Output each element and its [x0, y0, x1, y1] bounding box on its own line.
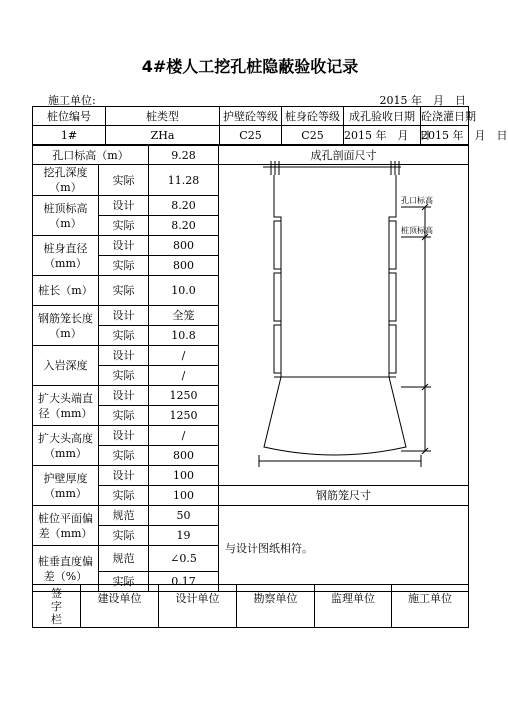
bell-diameter-label: 扩大头端直径（mm） — [33, 386, 99, 426]
diameter-v1: 800 — [149, 236, 219, 256]
bell-diameter-v2: 1250 — [149, 406, 219, 426]
bell-diameter-sub1: 设计 — [99, 386, 149, 406]
bell-diameter-v1: 1250 — [149, 386, 219, 406]
col-body-grade: 桩身砼等级 — [282, 107, 344, 126]
bell-diameter-sub2: 实际 — [99, 406, 149, 426]
plane-deviation-label: 桩位平面偏差（mm） — [33, 506, 99, 546]
record-table — [32, 145, 469, 592]
plane-deviation-v1: 50 — [149, 506, 219, 526]
wall-thickness-v2: 100 — [149, 486, 219, 506]
rock-depth-label: 入岩深度 — [33, 346, 99, 386]
construction-unit-label: 施工单位: — [48, 94, 96, 107]
vertical-deviation-sub2: 实际 — [99, 572, 149, 592]
val-pile-no: 1# — [33, 126, 106, 145]
pile-profile-diagram — [219, 165, 469, 476]
diameter-label: 桩身直径（mm） — [33, 236, 99, 276]
bell-height-v1: / — [149, 426, 219, 446]
rock-depth-sub1: 设计 — [99, 346, 149, 366]
wall-thickness-sub1: 设计 — [99, 466, 149, 486]
sign-owner: 建设单位 — [81, 585, 159, 628]
cage-length-sub1: 设计 — [99, 306, 149, 326]
plane-deviation-sub1: 规范 — [99, 506, 149, 526]
vertical-deviation-v2: 0.17 — [149, 572, 219, 592]
val-accept-date: 2015 年 月 日 — [344, 126, 421, 145]
vertical-deviation-sub1: 规范 — [99, 546, 149, 572]
col-pile-type: 桩类型 — [106, 107, 220, 126]
cage-section-title: 钢筋笼尺寸 — [219, 486, 469, 506]
wall-left-rings — [274, 175, 281, 377]
sign-designer: 设计单位 — [159, 585, 237, 628]
dig-depth-label: 挖孔深度（m） — [33, 165, 99, 196]
rock-depth-sub2: 实际 — [99, 366, 149, 386]
cage-length-label: 钢筋笼长度（m） — [33, 306, 99, 346]
length-label: 桩长（m） — [33, 276, 99, 306]
cage-length-v1: 全笼 — [149, 306, 219, 326]
wall-thickness-label: 护壁厚度（mm） — [33, 466, 99, 506]
sign-surveyor: 勘察单位 — [237, 585, 315, 628]
sign-contractor: 施工单位 — [392, 585, 469, 628]
top-elev-label: 桩顶标高（m） — [33, 196, 99, 236]
profile-section-title: 成孔剖面尺寸 — [219, 146, 469, 165]
plane-deviation-v2: 19 — [149, 526, 219, 546]
bell-height-sub1: 设计 — [99, 426, 149, 446]
top-elev-v2: 8.20 — [149, 216, 219, 236]
bell-height-label: 扩大头高度（mm） — [33, 426, 99, 466]
hole-elev-value: 9.28 — [149, 146, 219, 165]
val-wall-grade: C25 — [220, 126, 282, 145]
top-elev-sub2: 实际 — [99, 216, 149, 236]
wall-right-rings — [389, 175, 396, 377]
top-elev-sub1: 设计 — [99, 196, 149, 216]
val-pour-date: 2015 年 月 日 — [421, 126, 469, 145]
header-values-row — [33, 126, 469, 145]
profile-diagram-cell — [219, 165, 469, 486]
signature-label: 签字栏 — [33, 585, 81, 628]
cage-note: 与设计图纸相符。 — [219, 506, 469, 592]
sign-supervisor: 监理单位 — [315, 585, 392, 628]
top-elev-v1: 8.20 — [149, 196, 219, 216]
dig-depth-sub: 实际 — [99, 165, 149, 196]
record-date: 2015 年 月 日 — [379, 94, 466, 107]
length-sub: 实际 — [99, 276, 149, 306]
diameter-sub2: 实际 — [99, 256, 149, 276]
col-accept-date: 成孔验收日期 — [344, 107, 421, 126]
vertical-deviation-label: 桩垂直度偏差（%） — [33, 546, 99, 592]
hole-elev-diagram-label: 孔口标高 — [401, 196, 433, 205]
vertical-deviation-v1: ∠0.5 — [149, 546, 219, 572]
header-row — [33, 107, 469, 126]
hole-elev-label: 孔口标高（m） — [33, 146, 149, 165]
col-pile-no: 桩位编号 — [33, 107, 106, 126]
header-table — [32, 106, 508, 145]
val-body-grade: C25 — [282, 126, 344, 145]
rock-depth-v1: / — [149, 346, 219, 366]
page-title: 4#楼人工挖孔桩隐蔽验收记录 — [141, 57, 359, 76]
bell-end — [264, 377, 406, 455]
diameter-sub1: 设计 — [99, 236, 149, 256]
val-pile-type: ZHa — [106, 126, 220, 145]
wall-thickness-sub2: 实际 — [99, 486, 149, 506]
top-elev-diagram-label: 桩顶标高 — [401, 226, 433, 235]
cage-length-sub2: 实际 — [99, 326, 149, 346]
col-wall-grade: 护壁砼等级 — [220, 107, 282, 126]
plane-deviation-sub2: 实际 — [99, 526, 149, 546]
bell-height-v2: 800 — [149, 446, 219, 466]
cage-length-v2: 10.8 — [149, 326, 219, 346]
bell-height-sub2: 实际 — [99, 446, 149, 466]
wall-thickness-v1: 100 — [149, 466, 219, 486]
unit-line — [48, 92, 466, 106]
dig-depth-value: 11.28 — [149, 165, 219, 196]
col-pour-date: 砼浇灌日期 — [421, 107, 469, 126]
signature-table — [32, 584, 469, 628]
rock-depth-v2: / — [149, 366, 219, 386]
diameter-v2: 800 — [149, 256, 219, 276]
length-value: 10.0 — [149, 276, 219, 306]
